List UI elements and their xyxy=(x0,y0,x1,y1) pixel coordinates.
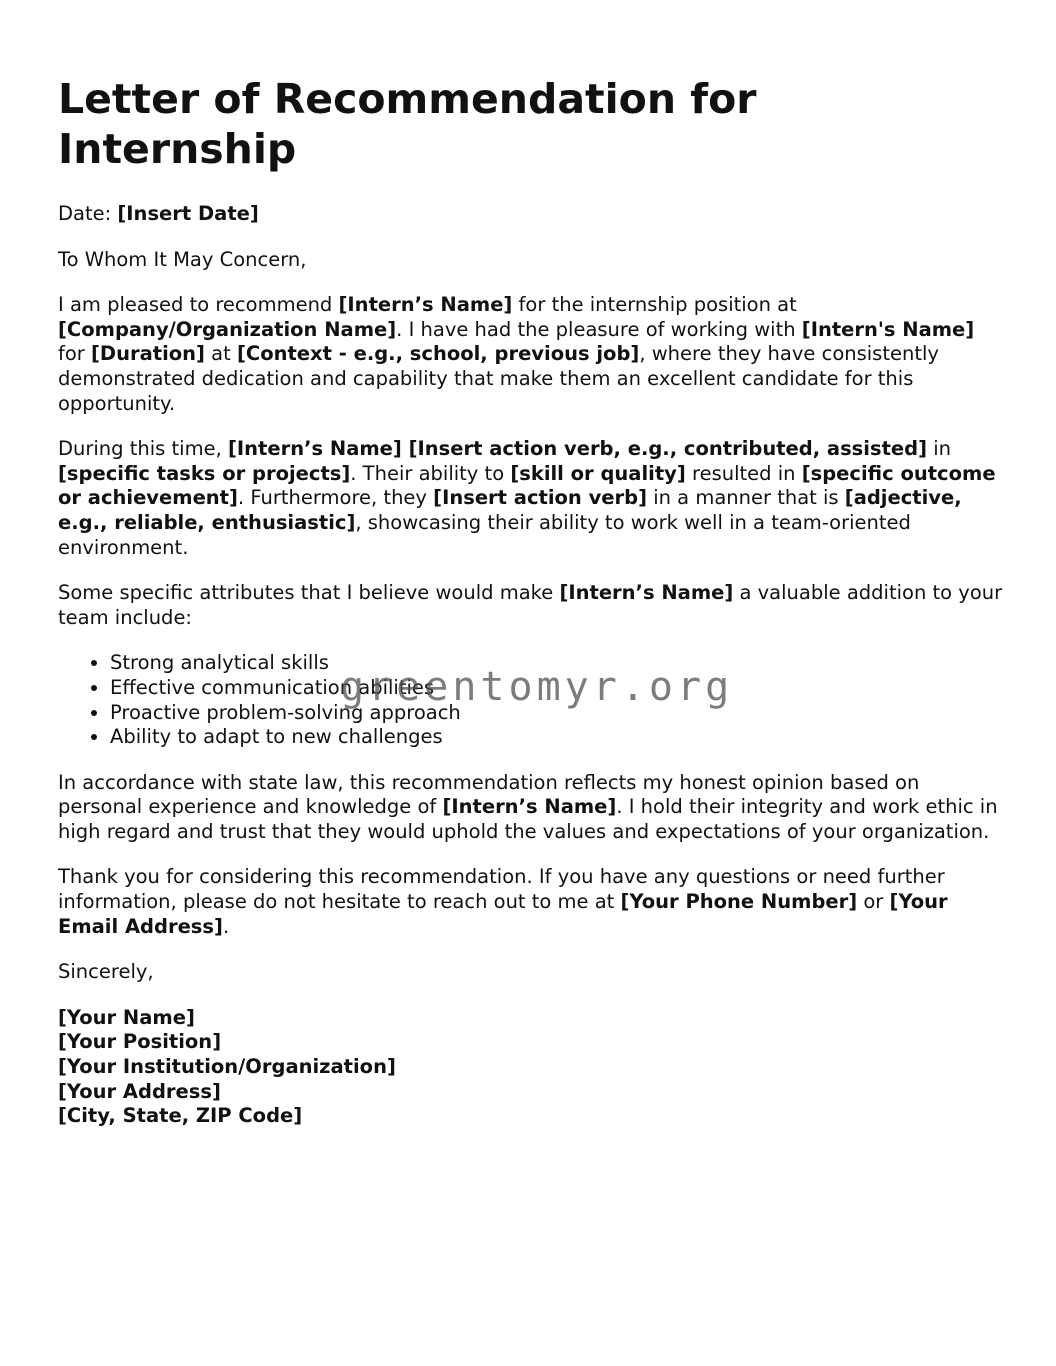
placeholder-email: [Your Email Address] xyxy=(58,890,948,938)
placeholder-duration: [Duration] xyxy=(91,342,205,366)
signature-institution: [Your Institution/Organization] xyxy=(58,1055,396,1079)
placeholder-intern-action: [Intern’s Name] [Insert action verb, e.g., contributed, assisted] xyxy=(227,437,927,461)
paragraph-intro xyxy=(58,293,1003,416)
text-span: In accordance with state law, this recommendation reflects my honest opinion based on personal experience and knowledge of xyxy=(58,770,920,819)
letter-document xyxy=(58,74,1003,1129)
paragraph-legal xyxy=(58,771,1003,845)
watermark: greentomyr.org xyxy=(340,664,734,710)
list-item: • Ability to adapt to new challenges xyxy=(110,725,1003,750)
page-title: Letter of Recommendation for Internship xyxy=(58,75,757,173)
text-span: or xyxy=(857,890,890,914)
text-span: resulted in xyxy=(685,461,802,485)
paragraph-contact xyxy=(58,865,1003,939)
placeholder-intern-name: [Intern’s Name] xyxy=(338,293,513,317)
placeholder-company: [Company/Organization Name] xyxy=(58,317,397,341)
text-span: , where they have consistently demonstrated dedication and capability that make them an excellent candidate for this opportunity. xyxy=(58,342,939,415)
text-span: During this time, xyxy=(58,437,228,461)
list-item: • Strong analytical skills xyxy=(110,651,1003,676)
placeholder-phone: [Your Phone Number] xyxy=(620,890,858,914)
signature-address: [Your Address] xyxy=(58,1079,221,1103)
placeholder-skill: [skill or quality] xyxy=(510,461,686,485)
text-span: . xyxy=(222,914,230,938)
date-line xyxy=(58,202,1003,227)
text-span: Some specific attributes that I believe would make xyxy=(58,581,560,605)
placeholder-outcome: [specific outcome or achievement] xyxy=(58,461,996,510)
date-label: Date: xyxy=(58,202,112,225)
salutation: To Whom It May Concern, xyxy=(58,247,307,271)
text-span: . Their ability to xyxy=(350,461,511,485)
text-span: , showcasing their ability to work well in a team-oriented environment. xyxy=(58,510,911,559)
placeholder-action-verb: [Insert action verb] xyxy=(433,486,647,510)
text-span: Thank you for considering this recommendation. If you have any questions or need further information, please do not hesitate to reach out to me at xyxy=(58,865,945,914)
text-span: in a manner that is xyxy=(647,486,845,510)
list-item: • Proactive problem-solving approach xyxy=(110,701,1003,726)
text-span: for the internship position at xyxy=(512,293,797,317)
placeholder-intern-name: [Intern's Name] xyxy=(801,317,975,341)
signature-block xyxy=(58,1006,1003,1129)
signature-city: [City, State, ZIP Code] xyxy=(58,1104,303,1128)
placeholder-intern-name: [Intern’s Name] xyxy=(559,581,734,605)
signature-position: [Your Position] xyxy=(58,1030,222,1054)
attributes-list xyxy=(58,651,1003,749)
text-span: a valuable addition to your team include: xyxy=(58,581,1003,629)
text-span: I am pleased to recommend xyxy=(58,293,339,317)
text-span: in xyxy=(927,437,951,461)
placeholder-intern-name: [Intern’s Name] xyxy=(442,795,617,819)
paragraph-attributes-intro xyxy=(58,581,1003,630)
text-span: . I hold their integrity and work ethic in high regard and trust that they would uphold the values and expectations of your organization. xyxy=(58,795,998,843)
list-item: • Effective communication abilities xyxy=(110,676,1003,701)
text-span: . Furthermore, they xyxy=(237,486,434,510)
placeholder-context: [Context - e.g., school, previous job] xyxy=(236,342,640,366)
placeholder-tasks: [specific tasks or projects] xyxy=(58,461,351,485)
closing: Sincerely, xyxy=(58,960,154,984)
date-value: [Insert Date] xyxy=(117,202,259,225)
text-span: at xyxy=(204,342,237,366)
signature-name: [Your Name] xyxy=(58,1005,195,1029)
paragraph-contributions xyxy=(58,437,1003,560)
text-span: . I have had the pleasure of working with xyxy=(396,317,802,341)
text-span: for xyxy=(58,342,92,366)
placeholder-adjective: [adjective, e.g., reliable, enthusiastic] xyxy=(58,486,962,534)
